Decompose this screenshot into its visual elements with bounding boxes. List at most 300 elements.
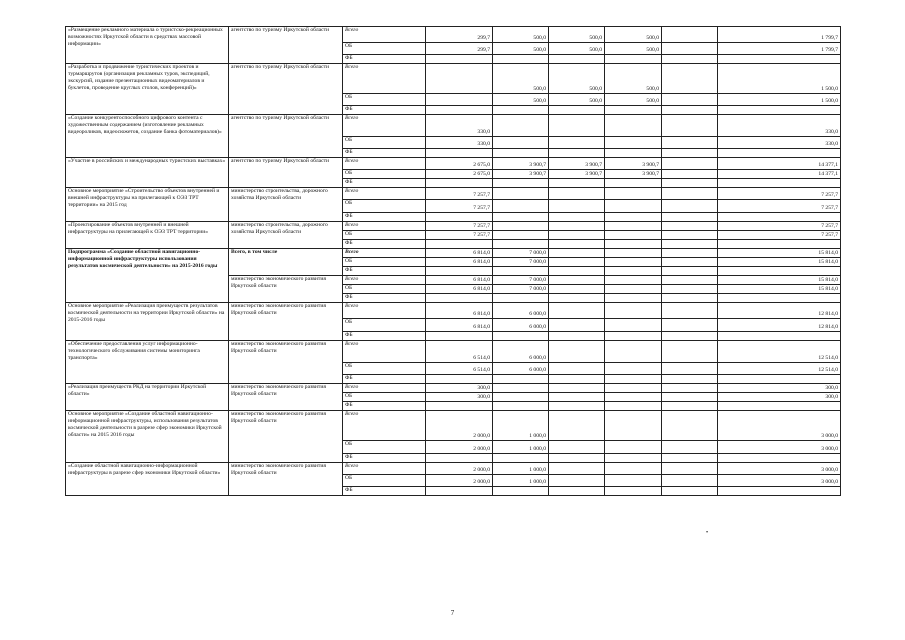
amount-cell [662,231,718,240]
amount-cell [549,402,605,411]
amount-cell: 6 514,0 [426,341,493,363]
amount-cell [549,55,605,64]
amount-cell [426,213,493,222]
amount-cell: 500,0 [549,64,605,94]
amount-cell [493,240,549,249]
funding-source: Всего [343,303,426,319]
amount-cell [605,115,662,137]
amount-cell [662,384,718,393]
amount-cell [718,487,841,496]
amount-cell: 3 900,7 [493,170,549,179]
amount-cell [549,249,605,258]
amount-cell: 300,0 [426,393,493,402]
amount-cell: 6 814,0 [426,303,493,319]
amount-cell: 2 000,0 [426,411,493,441]
executor: министерство экономического развития Иркутской области [229,276,343,303]
amount-cell: 300,0 [718,384,841,393]
amount-cell [426,487,493,496]
amount-cell: 12 814,0 [718,303,841,319]
amount-cell: 3 000,0 [718,475,841,487]
amount-cell [605,441,662,454]
funding-source: Всего [343,341,426,363]
amount-cell [426,267,493,276]
amount-cell: 15 814,0 [718,249,841,258]
table-row [66,303,841,319]
amount-cell [549,303,605,319]
amount-cell: 7 000,0 [493,285,549,294]
amount-cell: 500,0 [493,27,549,43]
funding-source: ФБ [343,454,426,463]
amount-cell: 330,0 [426,137,493,149]
amount-cell: 299,7 [426,27,493,43]
amount-cell: 6 814,0 [426,249,493,258]
table-row [66,384,841,393]
amount-cell [605,106,662,115]
table-row [66,115,841,137]
amount-cell: 6 000,0 [493,303,549,319]
amount-cell [493,332,549,341]
amount-cell: 500,0 [605,43,662,55]
amount-cell [718,55,841,64]
table-row [66,463,841,475]
stray-mark: • [706,530,709,536]
funding-source: ОБ [343,475,426,487]
amount-cell [493,222,549,231]
amount-cell [605,475,662,487]
amount-cell [549,137,605,149]
table-row [66,188,841,200]
amount-cell [662,106,718,115]
executor: агентство по туризму Иркутской области [229,27,343,64]
activity-name: Основное мероприятие «Реализация преимуществ результатов космической деятельности на территории Иркутской области» на 2015-2016 годы [66,303,229,341]
amount-cell [549,106,605,115]
amount-cell [493,200,549,213]
amount-cell: 3 000,0 [718,441,841,454]
amount-cell: 7 257,7 [426,222,493,231]
activity-name: Подпрограмма «Создание областной навигационно-информационной инфраструктуры использования результатов космической деятельности» на 2015-2016 годы [66,249,229,303]
amount-cell [662,149,718,158]
amount-cell [662,463,718,475]
amount-cell [662,294,718,303]
amount-cell [605,393,662,402]
executor: агентство по туризму Иркутской области [229,64,343,115]
amount-cell [493,393,549,402]
amount-cell: 7 257,7 [718,222,841,231]
funding-source: ФБ [343,149,426,158]
amount-cell [662,158,718,170]
amount-cell: 1 000,0 [493,441,549,454]
amount-cell: 7 000,0 [493,258,549,267]
activity-name: Основное мероприятие «Создание областной навигационно-информационной инфраструктуры, использования результатов космической деятельности в разрезе сфер экономики Иркутской области» на 2015 2016 годы [66,411,229,463]
amount-cell [493,106,549,115]
amount-cell [605,319,662,332]
amount-cell [662,267,718,276]
amount-cell: 15 814,0 [718,258,841,267]
amount-cell [662,441,718,454]
table-row [66,27,841,43]
amount-cell: 6 814,0 [426,276,493,285]
funding-source: ФБ [343,106,426,115]
funding-source: ОБ [343,170,426,179]
amount-cell: 12 514,0 [718,341,841,363]
activity-name: «Обеспечение предоставления услуг информационно-технологического обслуживания системы мониторинга транспорта» [66,341,229,384]
amount-cell: 7 257,7 [718,231,841,240]
amount-cell [549,384,605,393]
amount-cell [605,303,662,319]
amount-cell: 3 900,7 [605,158,662,170]
funding-source: ОБ [343,285,426,294]
table-row [66,411,841,441]
funding-source: Всего [343,463,426,475]
amount-cell [662,487,718,496]
budget-table-body [66,27,841,496]
amount-cell: 300,0 [718,393,841,402]
funding-source: ОБ [343,200,426,213]
amount-cell [605,384,662,393]
amount-cell [493,137,549,149]
amount-cell [549,332,605,341]
amount-cell [662,222,718,231]
amount-cell: 300,0 [426,384,493,393]
amount-cell: 6 514,0 [426,363,493,375]
amount-cell [662,137,718,149]
amount-cell [662,475,718,487]
amount-cell [662,213,718,222]
amount-cell [549,441,605,454]
funding-source: Всего [343,158,426,170]
amount-cell [549,341,605,363]
amount-cell: 7 257,7 [426,188,493,200]
amount-cell: 3 900,7 [605,170,662,179]
amount-cell: 7 257,7 [426,200,493,213]
amount-cell [549,375,605,384]
amount-cell [605,402,662,411]
funding-source: ФБ [343,240,426,249]
funding-source: ОБ [343,43,426,55]
amount-cell [549,411,605,441]
amount-cell [605,487,662,496]
amount-cell [718,149,841,158]
amount-cell: 500,0 [493,43,549,55]
funding-source: ОБ [343,258,426,267]
funding-source: Всего [343,222,426,231]
amount-cell [549,231,605,240]
amount-cell [549,393,605,402]
table-row [66,249,841,258]
amount-cell [605,149,662,158]
amount-cell [662,411,718,441]
funding-source: ОБ [343,94,426,106]
budget-table-container [65,26,840,496]
amount-cell [549,294,605,303]
amount-cell [662,64,718,94]
amount-cell [605,213,662,222]
executor: агентство по туризму Иркутской области [229,158,343,188]
amount-cell [718,454,841,463]
amount-cell [662,188,718,200]
amount-cell [549,276,605,285]
funding-source: ФБ [343,402,426,411]
amount-cell: 6 000,0 [493,341,549,363]
activity-name: «Размещение рекламного материала о туристско-рекреационных возможностях Иркутской области в средствах массовой информации» [66,27,229,64]
amount-cell [662,319,718,332]
funding-source: ФБ [343,487,426,496]
amount-cell [549,454,605,463]
amount-cell: 3 900,7 [549,170,605,179]
amount-cell [426,454,493,463]
amount-cell: 12 814,0 [718,319,841,332]
amount-cell: 7 257,7 [718,200,841,213]
amount-cell [605,179,662,188]
amount-cell [426,64,493,94]
amount-cell: 3 900,7 [549,158,605,170]
amount-cell: 299,7 [426,43,493,55]
amount-cell [549,188,605,200]
amount-cell [662,375,718,384]
amount-cell: 2 000,0 [426,463,493,475]
amount-cell: 1 500,0 [718,94,841,106]
amount-cell [605,249,662,258]
amount-cell [549,200,605,213]
amount-cell [493,231,549,240]
amount-cell [493,384,549,393]
amount-cell [605,375,662,384]
amount-cell [662,303,718,319]
amount-cell: 2 675,0 [426,170,493,179]
amount-cell: 330,0 [426,115,493,137]
funding-source: ОБ [343,441,426,454]
amount-cell [549,363,605,375]
amount-cell: 7 257,7 [426,231,493,240]
amount-cell [493,267,549,276]
table-row [66,341,841,363]
amount-cell: 2 675,0 [426,158,493,170]
funding-source: ФБ [343,332,426,341]
funding-source: Всего [343,27,426,43]
amount-cell [605,454,662,463]
amount-cell [662,258,718,267]
executor: министерство экономического развития Иркутской области [229,303,343,341]
activity-name: «Проектирование объектов внутренней и внешней инфраструктуры на прилегающей к ОЭЗ ТРТ территории» [66,222,229,249]
amount-cell [605,137,662,149]
amount-cell [426,55,493,64]
funding-source: ОБ [343,231,426,240]
amount-cell [549,213,605,222]
amount-cell [549,258,605,267]
amount-cell [662,454,718,463]
amount-cell: 1 000,0 [493,463,549,475]
amount-cell: 2 000,0 [426,475,493,487]
amount-cell: 1 799,7 [718,43,841,55]
amount-cell: 1 500,0 [718,64,841,94]
amount-cell: 1 000,0 [493,475,549,487]
amount-cell: 1 799,7 [718,27,841,43]
amount-cell: 2 000,0 [426,441,493,454]
activity-name: Основное мероприятие «Строительство объектов внутренней и внешней инфраструктуры на прилегающей к ОЭЗ ТРТ территории» на 2015 год [66,188,229,222]
amount-cell [549,285,605,294]
amount-cell [605,231,662,240]
amount-cell [605,240,662,249]
amount-cell [493,375,549,384]
amount-cell [718,375,841,384]
funding-source: Всего [343,411,426,441]
amount-cell [493,179,549,188]
activity-name: «Создание областной навигационно-информационной инфраструктуры в разрезе сфер экономики Иркутской области» [66,463,229,496]
funding-source: Всего [343,249,426,258]
amount-cell [493,402,549,411]
amount-cell [493,213,549,222]
amount-cell [605,332,662,341]
amount-cell [493,115,549,137]
amount-cell [718,179,841,188]
executor: агентство по туризму Иркутской области [229,115,343,158]
amount-cell [549,222,605,231]
amount-cell [605,267,662,276]
funding-source: Всего [343,64,426,94]
budget-table [65,26,841,496]
amount-cell [549,149,605,158]
amount-cell [493,188,549,200]
amount-cell: 500,0 [493,94,549,106]
amount-cell [426,332,493,341]
amount-cell [662,27,718,43]
page-number: 7 [450,609,455,617]
amount-cell [426,294,493,303]
executor: министерство строительства, дорожного хозяйства Иркутской области [229,188,343,222]
amount-cell: 14 377,1 [718,158,841,170]
amount-cell [549,319,605,332]
amount-cell [605,411,662,441]
amount-cell: 6 814,0 [426,258,493,267]
amount-cell: 500,0 [493,64,549,94]
amount-cell [549,487,605,496]
executor: Всего, в том числе [229,249,343,276]
activity-name: «Создание конкурентоспособного цифрового контента с художественным содержанием (изготовление рекламных видеороликов, видеосюжетов, создание банка фотоматериалов)» [66,115,229,158]
amount-cell [718,267,841,276]
amount-cell [662,115,718,137]
amount-cell [549,267,605,276]
amount-cell [493,487,549,496]
amount-cell: 7 257,7 [718,188,841,200]
funding-source: ОБ [343,319,426,332]
amount-cell: 500,0 [605,27,662,43]
amount-cell: 15 814,0 [718,276,841,285]
funding-source: Всего [343,276,426,285]
amount-cell [426,179,493,188]
amount-cell: 14 377,1 [718,170,841,179]
funding-source: ФБ [343,375,426,384]
amount-cell [662,276,718,285]
activity-name: «Реализация преимуществ РКД на территории Иркутской области» [66,384,229,411]
amount-cell: 7 000,0 [493,276,549,285]
amount-cell: 500,0 [605,94,662,106]
amount-cell [662,363,718,375]
funding-source: Всего [343,115,426,137]
amount-cell [426,149,493,158]
amount-cell [605,200,662,213]
amount-cell [605,363,662,375]
amount-cell: 3 000,0 [718,463,841,475]
amount-cell [662,179,718,188]
executor: министерство экономического развития Иркутской области [229,463,343,496]
amount-cell: 3 900,7 [493,158,549,170]
amount-cell [662,170,718,179]
amount-cell [662,402,718,411]
amount-cell [549,240,605,249]
amount-cell [605,55,662,64]
amount-cell: 1 000,0 [493,411,549,441]
amount-cell [605,341,662,363]
executor: министерство экономического развития Иркутской области [229,341,343,384]
amount-cell: 6 814,0 [426,319,493,332]
amount-cell [605,294,662,303]
amount-cell [605,188,662,200]
amount-cell [718,332,841,341]
funding-source: ФБ [343,267,426,276]
amount-cell [493,454,549,463]
amount-cell: 330,0 [718,115,841,137]
amount-cell: 500,0 [605,64,662,94]
amount-cell: 3 000,0 [718,411,841,441]
funding-source: ОБ [343,363,426,375]
amount-cell [662,249,718,258]
amount-cell [426,94,493,106]
amount-cell [605,258,662,267]
amount-cell [426,240,493,249]
amount-cell: 15 814,0 [718,285,841,294]
funding-source: ФБ [343,55,426,64]
amount-cell [718,240,841,249]
funding-source: ОБ [343,393,426,402]
amount-cell [426,402,493,411]
executor: министерство экономического развития Иркутской области [229,384,343,411]
funding-source: ФБ [343,179,426,188]
amount-cell: 6 814,0 [426,285,493,294]
amount-cell [662,200,718,213]
amount-cell [662,341,718,363]
amount-cell [549,179,605,188]
amount-cell: 6 000,0 [493,319,549,332]
amount-cell [605,276,662,285]
amount-cell: 6 000,0 [493,363,549,375]
table-row [66,64,841,94]
amount-cell: 500,0 [549,94,605,106]
table-row [66,222,841,231]
activity-name: «Участие в российских и международных туристских выставках» [66,158,229,188]
amount-cell [662,393,718,402]
amount-cell: 500,0 [549,27,605,43]
amount-cell [662,285,718,294]
amount-cell [493,149,549,158]
amount-cell: 330,0 [718,137,841,149]
amount-cell [662,94,718,106]
funding-source: Всего [343,188,426,200]
activity-name: «Разработка и продвижение туристических проектов и турмаршрутов (организация рекламных туров, экспедиций, экскурсий, издание презентационных видеоматериалов и буклетов, проведение круглых столов, конференций)» [66,64,229,115]
amount-cell [718,106,841,115]
amount-cell [493,294,549,303]
amount-cell [426,106,493,115]
amount-cell [662,43,718,55]
amount-cell: 500,0 [549,43,605,55]
funding-source: Всего [343,384,426,393]
amount-cell [605,463,662,475]
amount-cell [718,294,841,303]
amount-cell [549,475,605,487]
table-row [66,158,841,170]
funding-source: ОБ [343,137,426,149]
amount-cell: 12 514,0 [718,363,841,375]
amount-cell [549,115,605,137]
